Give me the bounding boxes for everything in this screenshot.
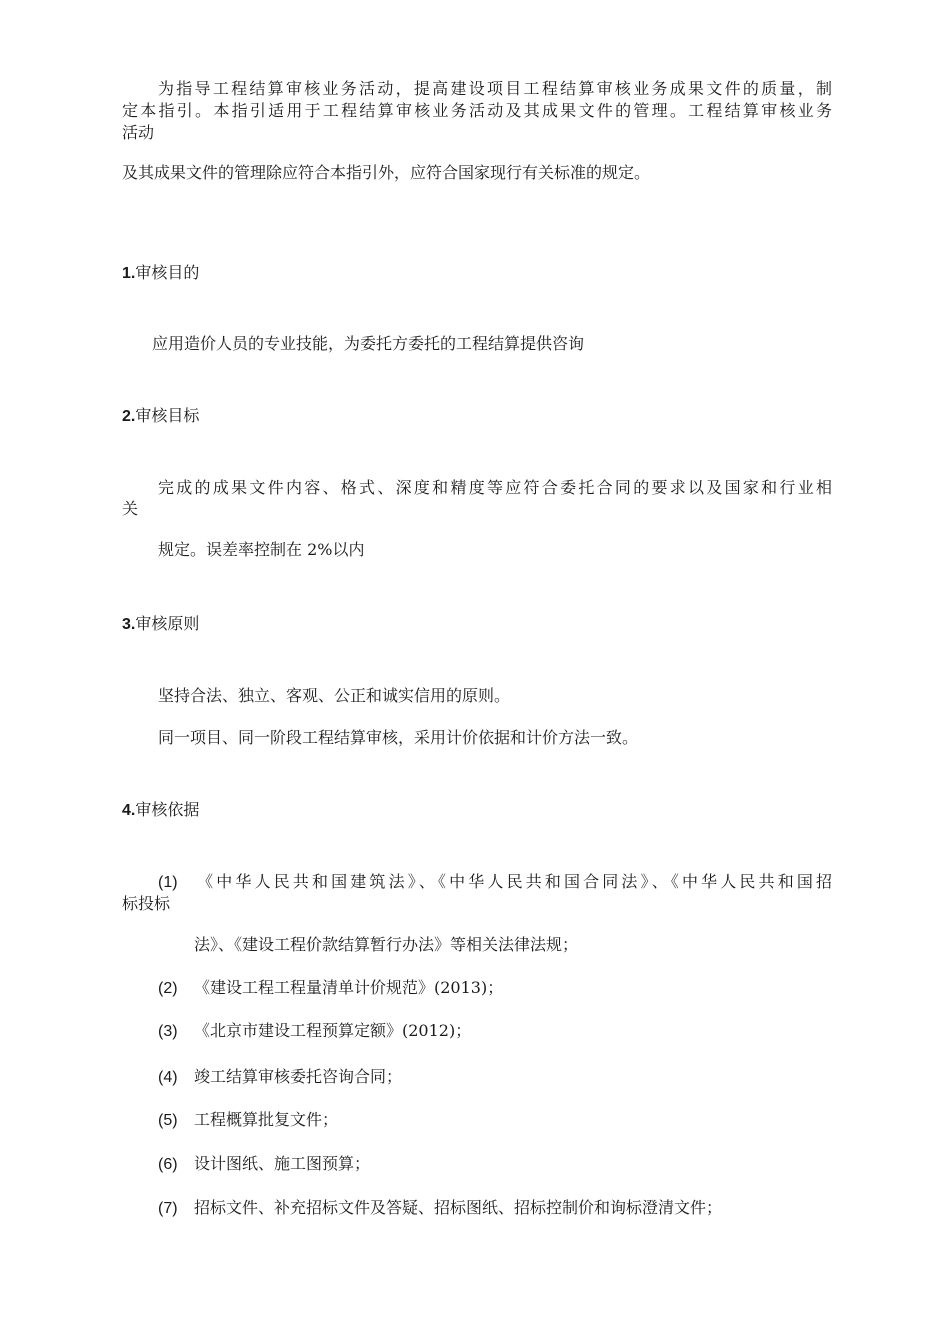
item-number: (1) [158,874,178,891]
basis-item-7 [158,1197,722,1220]
item-text: 竣工结算审核委托咨询合同； [194,1067,403,1086]
item-text: 招标文件、补充招标文件及答疑、招标图纸、招标控制价和询标澄清文件； [194,1198,723,1217]
section-4-heading [122,799,199,822]
intro-line-2: 定本指引。本指引适用于工程结算审核业务活动及其成果文件的管理。工程结算审核业务 [122,101,832,120]
section-title: 审核目标 [135,406,200,425]
section-1-paragraph: 应用造价人员的专业技能，为委托方委托的工程结算提供咨询 [152,334,585,353]
section-2-heading [122,405,199,428]
section-number: 2. [122,408,136,425]
section-title: 审核目的 [135,263,200,282]
basis-item-5 [158,1109,338,1132]
item-number: (6) [158,1156,178,1173]
section-title: 审核原则 [135,614,200,633]
intro-line-1: 为指导工程结算审核业务活动，提高建设项目工程结算审核业务成果文件的质量，制 [158,79,832,98]
item-number: (4) [158,1069,178,1086]
section-3-paragraph-2: 同一项目、同一阶段工程结算审核，采用计价依据和计价方法一致。 [158,728,639,747]
section-2-paragraph-line-1: 完成的成果文件内容、格式、深度和精度等应符合委托合同的要求以及国家和行业相 [158,478,832,497]
section-1-heading [122,262,199,285]
section-number: 3. [122,616,136,633]
item-text: 《中华人民共和国建筑法》、《中华人民共和国合同法》、《中华人民共和国招 [194,872,832,891]
item-number: (2) [158,980,178,997]
item-text: 《建设工程工程量清单计价规范》(2013)； [194,978,504,997]
item-text: 工程概算批复文件； [194,1110,339,1129]
basis-item-2 [158,977,503,1000]
basis-item-1 [158,871,832,894]
basis-item-6 [158,1153,370,1176]
intro-line-4: 及其成果文件的管理除应符合本指引外，应符合国家现行有关标准的规定。 [122,163,651,182]
basis-item-1-continuation-1: 标投标 [122,894,171,913]
section-number: 4. [122,802,136,819]
item-text: 《北京市建设工程预算定额》(2012)； [194,1021,472,1040]
item-number: (7) [158,1200,178,1217]
item-number: (3) [158,1023,178,1040]
item-text: 设计图纸、施工图预算； [194,1154,371,1173]
basis-item-4 [158,1066,402,1089]
intro-line-3: 活动 [122,123,155,142]
section-3-paragraph-1: 坚持合法、独立、客观、公正和诚实信用的原则。 [158,686,511,705]
section-title: 审核依据 [135,800,200,819]
section-number: 1. [122,265,136,282]
section-2-paragraph-line-3: 规定。误差率控制在 2%以内 [158,540,365,559]
section-2-paragraph-line-2: 关 [122,499,139,518]
basis-item-1-continuation-2: 法》、《建设工程价款结算暂行办法》等相关法律法规； [194,935,579,954]
basis-item-3 [158,1020,471,1043]
section-3-heading [122,613,199,636]
item-number: (5) [158,1112,178,1129]
